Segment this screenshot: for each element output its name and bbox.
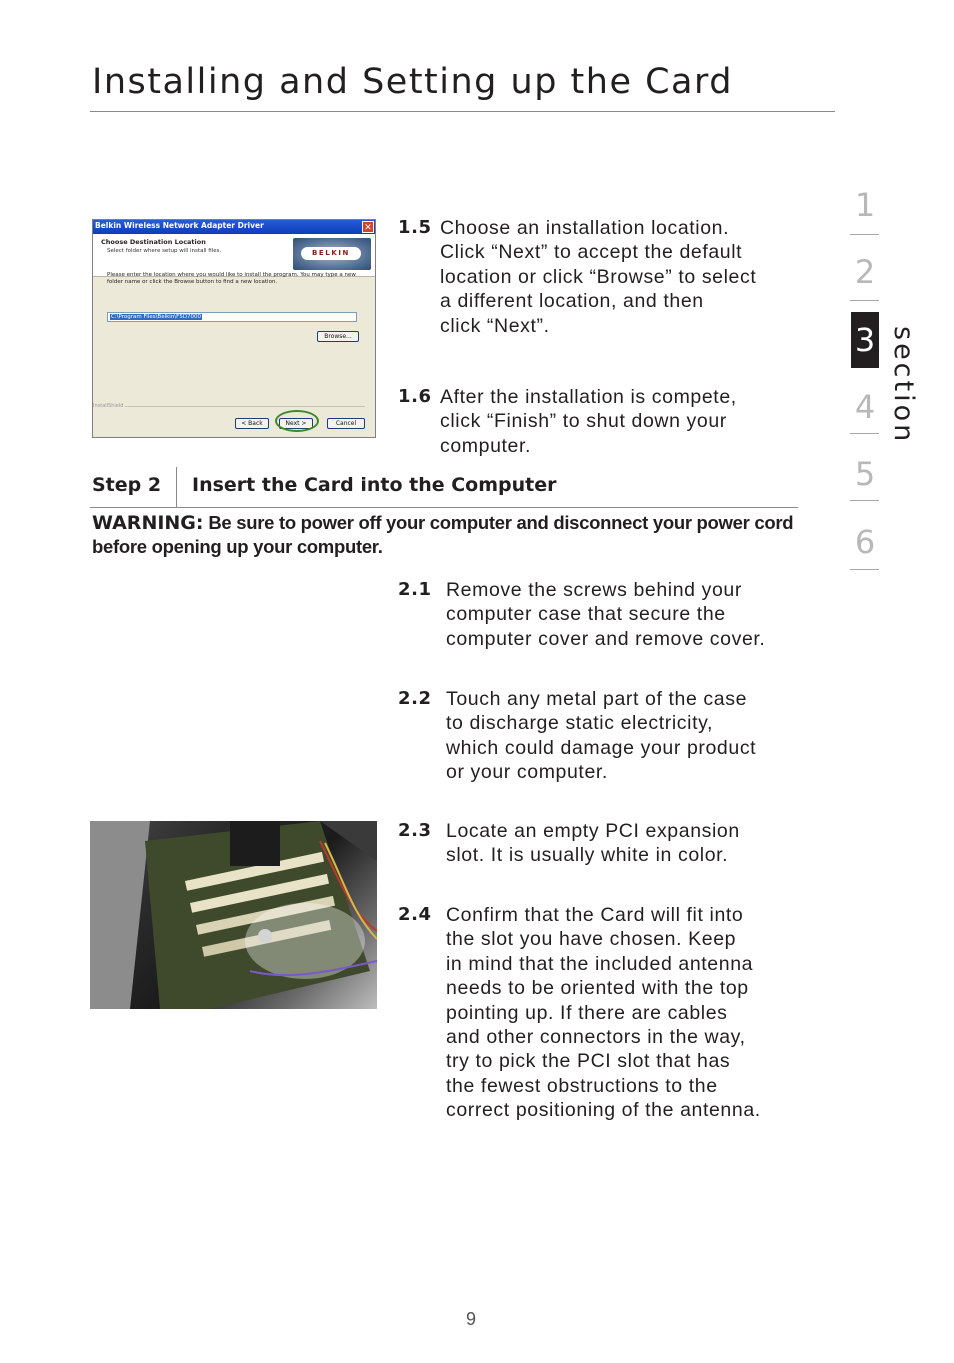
cpu-heatsink bbox=[230, 821, 280, 866]
installer-screenshot bbox=[92, 219, 376, 438]
next-button-highlight-circle bbox=[275, 410, 319, 432]
section-nav-divider bbox=[850, 433, 879, 434]
dialog-window-title: Belkin Wireless Network Adapter Driver bbox=[95, 221, 264, 230]
dialog-body-text: Please enter the location where you would like to install the program. You may type a new folder name or click the Browse button to find a new location. bbox=[107, 272, 356, 285]
section-nav-4[interactable]: 4 bbox=[854, 388, 876, 426]
dialog-titlebar bbox=[93, 220, 375, 234]
destination-path-value: C:\Program Files\Belkin\F5D7000 bbox=[111, 314, 202, 320]
belkin-logo bbox=[293, 238, 371, 270]
step-text: Confirm that the Card will fit into the slot you have chosen. Keep in mind that the included antenna needs to be oriented with the top pointing up. If there are cables and other connectors in the way, try to pick the PCI slot that has the fewest obstructions to the correct positioning of the antenna. bbox=[446, 904, 761, 1122]
section-nav-3-active[interactable] bbox=[851, 312, 879, 368]
belkin-logo-text: BELKIN bbox=[301, 247, 361, 260]
step-number: 2.4 bbox=[398, 904, 432, 925]
page-title: Installing and Setting up the Card bbox=[92, 62, 733, 102]
warning-notice bbox=[92, 511, 798, 559]
dialog-header-subtitle: Select folder where setup will install files. bbox=[107, 248, 222, 254]
destination-path-field[interactable] bbox=[107, 312, 357, 322]
step-number: 2.3 bbox=[398, 820, 432, 841]
motherboard-illustration bbox=[90, 821, 377, 1009]
step-number: 1.6 bbox=[398, 386, 432, 407]
section-nav-divider bbox=[850, 500, 879, 501]
warning-text: Be sure to power off your computer and disconnect your power cord before opening up your computer. bbox=[92, 512, 794, 557]
step-text: Touch any metal part of the case to discharge static electricity, which could damage your product or your computer. bbox=[446, 688, 757, 784]
section-label: section bbox=[888, 326, 919, 445]
step-text: Locate an empty PCI expansion slot. It is usually white in color. bbox=[446, 820, 740, 867]
browse-button[interactable]: Browse... bbox=[317, 331, 359, 342]
step2-label: Step 2 bbox=[92, 474, 162, 496]
dialog-footer-rule bbox=[125, 406, 365, 407]
motherboard-photo bbox=[90, 821, 377, 1009]
warning-label: WARNING: bbox=[92, 512, 204, 534]
capacitor bbox=[258, 929, 272, 943]
next-button[interactable]: Next > bbox=[279, 418, 313, 429]
close-icon[interactable]: ✕ bbox=[362, 221, 374, 233]
back-button[interactable]: < Back bbox=[235, 418, 269, 429]
dialog-header-title: Choose Destination Location bbox=[101, 238, 206, 246]
step-text: Choose an installation location. Click “Next” to accept the default location or click “Browse” to select a different location, and then click “Next”. bbox=[440, 217, 757, 337]
step-text: After the installation is compete, click “Finish” to shut down your computer. bbox=[440, 386, 737, 457]
section-nav-3-label: 3 bbox=[854, 321, 876, 359]
section-nav-5[interactable]: 5 bbox=[854, 455, 876, 493]
title-rule bbox=[90, 111, 835, 112]
installshield-label: InstallShield bbox=[93, 403, 124, 409]
section-nav-divider bbox=[850, 569, 879, 570]
step-text: Remove the screws behind your computer case that secure the computer cover and remove cover. bbox=[446, 579, 766, 650]
section-nav-6[interactable]: 6 bbox=[854, 523, 876, 561]
step-number: 2.2 bbox=[398, 688, 432, 709]
step-number: 2.1 bbox=[398, 579, 432, 600]
cancel-button[interactable]: Cancel bbox=[327, 418, 365, 429]
case-side-panel bbox=[90, 821, 150, 1009]
section-nav-divider bbox=[850, 234, 879, 235]
step-number: 1.5 bbox=[398, 217, 432, 238]
section-nav-1[interactable]: 1 bbox=[854, 186, 876, 224]
step2-divider bbox=[176, 467, 177, 507]
dialog-header bbox=[93, 234, 375, 277]
step2-rule bbox=[90, 507, 798, 508]
section-nav-2[interactable]: 2 bbox=[854, 253, 876, 291]
section-nav-divider bbox=[850, 300, 879, 301]
step2-title: Insert the Card into the Computer bbox=[192, 474, 557, 496]
page-number: 9 bbox=[466, 1309, 477, 1329]
